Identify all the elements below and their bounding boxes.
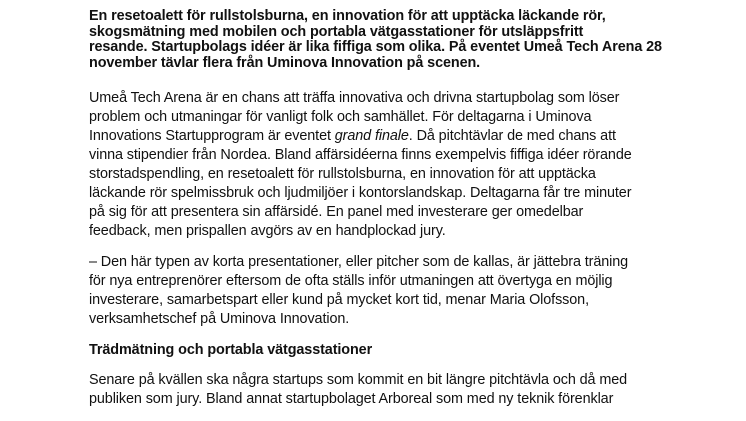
emphasis-grand-finale: grand finale — [334, 128, 409, 144]
article — [89, 9, 689, 421]
body-paragraph-2 — [89, 253, 689, 329]
text-line: problem och utmaningar för vanligt folk och samhället. För deltagarna i Uminova — [89, 109, 592, 125]
text-line: publiken som jury. Bland annat startupbolaget Arboreal som med ny teknik förenklar — [89, 391, 614, 407]
body-paragraph-3 — [89, 371, 689, 409]
section-subheading: Trädmätning och portabla vätgasstationer — [89, 342, 373, 358]
body-paragraph-1 — [89, 89, 689, 241]
text-line: Senare på kvällen ska några startups som kommit en bit längre pitchtävla och då med — [89, 372, 628, 388]
lead-line: resande. Startupbolags idéer är lika fiffiga som olika. På eventet Umeå Tech Arena 28 — [89, 39, 662, 55]
text-line: vinna stipendier från Nordea. Bland affärsidéerna finns exempelvis fiffiga idéer rörande — [89, 147, 632, 163]
lead-paragraph — [89, 9, 689, 71]
text-line: investerare, samarbetspart eller kund på mycket kort tid, menar Maria Olofsson, — [89, 292, 589, 308]
text-line: feedback, men prispallen avgörs av en handplockad jury. — [89, 223, 446, 239]
text-line: för nya entreprenörer eftersom de ofta ställs inför utmaningen att övertyga en möjlig — [89, 273, 613, 289]
text-line: Umeå Tech Arena är en chans att träffa innovativa och drivna startupbolag som löser — [89, 90, 620, 106]
text-line: på sig för att presentera sin affärsidé. En panel med investerare ger omedelbar — [89, 204, 584, 220]
text-line: läckande rör spelmissbruk och ljudmiljöer i kontorslandskap. Deltagarna får tre minuter — [89, 185, 632, 201]
lead-line: En resetoalett för rullstolsburna, en innovation för att upptäcka läckande rör, — [89, 8, 606, 24]
text-line: verksamhetschef på Uminova Innovation. — [89, 311, 350, 327]
text-line: storstadspendling, en resetoalett för rullstolsburna, en innovation för att upptäcka — [89, 166, 596, 182]
text-line: Innovations Startupprogram är eventet — [89, 128, 335, 144]
text-line: – Den här typen av korta presentationer, eller pitcher som de kallas, är jättebra träning — [89, 254, 629, 270]
lead-line: november tävlar flera från Uminova Innovation på scenen. — [89, 54, 481, 71]
lead-line: skogsmätning med mobilen och portabla vätgasstationer för utsläppsfritt — [89, 23, 584, 40]
text-line: . Då pitchtävlar de med chans att — [408, 128, 616, 144]
